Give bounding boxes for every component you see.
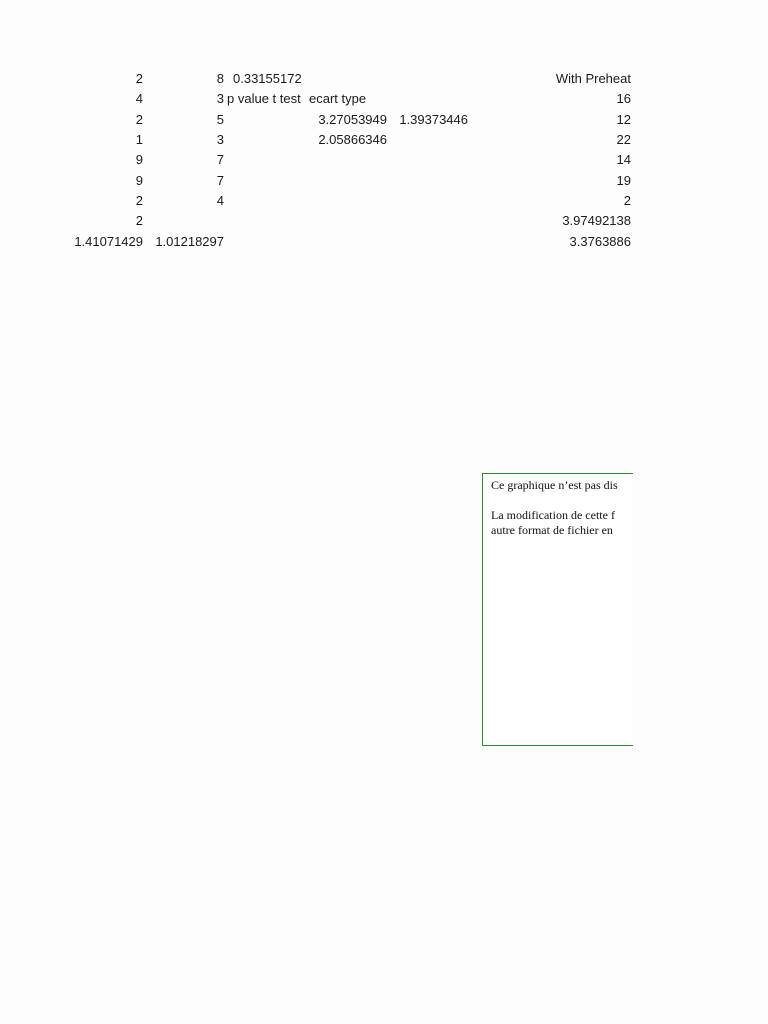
cell-b7[interactable]: 4 [216,193,224,208]
cell-f5[interactable]: 14 [616,152,631,167]
column-header-with-preheat[interactable]: With Preheat [555,71,631,86]
cell-f9[interactable]: 3.3763886 [569,234,631,249]
ecart-type-label[interactable]: ecart type [309,91,367,106]
cell-a2[interactable]: 4 [135,91,143,106]
cell-a9[interactable]: 1.41071429 [74,234,143,249]
cell-d3[interactable]: 3.27053949 [318,112,387,127]
cell-f7[interactable]: 2 [623,193,631,208]
cell-b1[interactable]: 8 [216,71,224,86]
cell-f3[interactable]: 12 [616,112,631,127]
cell-b6[interactable]: 7 [216,173,224,188]
cell-f6[interactable]: 19 [616,173,631,188]
chart-placeholder-gap [491,493,633,508]
cell-a8[interactable]: 2 [135,213,143,228]
chart-placeholder-line-2: La modification de cette f [491,508,615,522]
cell-f8[interactable]: 3.97492138 [562,213,631,228]
pvalue-label[interactable]: p value t test [227,91,301,106]
cell-a1[interactable]: 2 [135,71,143,86]
cell-f4[interactable]: 22 [616,132,631,147]
cell-d4[interactable]: 2.05866346 [318,132,387,147]
cell-a5[interactable]: 9 [135,152,143,167]
cell-b9[interactable]: 1.01218297 [155,234,224,249]
cell-b4[interactable]: 3 [216,132,224,147]
chart-placeholder-line-3: autre format de fichier en [491,523,613,537]
cell-f2[interactable]: 16 [616,91,631,106]
cell-b2[interactable]: 3 [216,91,224,106]
cell-c1[interactable]: 0.33155172 [233,71,302,86]
cell-b5[interactable]: 7 [216,152,224,167]
cell-a6[interactable]: 9 [135,173,143,188]
chart-unavailable-placeholder[interactable] [482,473,633,746]
cell-a7[interactable]: 2 [135,193,143,208]
cell-b3[interactable]: 5 [216,112,224,127]
chart-placeholder-line-1: Ce graphique n’est pas dis [491,478,618,492]
cell-e3[interactable]: 1.39373446 [399,112,468,127]
cell-a3[interactable]: 2 [135,112,143,127]
cell-a4[interactable]: 1 [135,132,143,147]
